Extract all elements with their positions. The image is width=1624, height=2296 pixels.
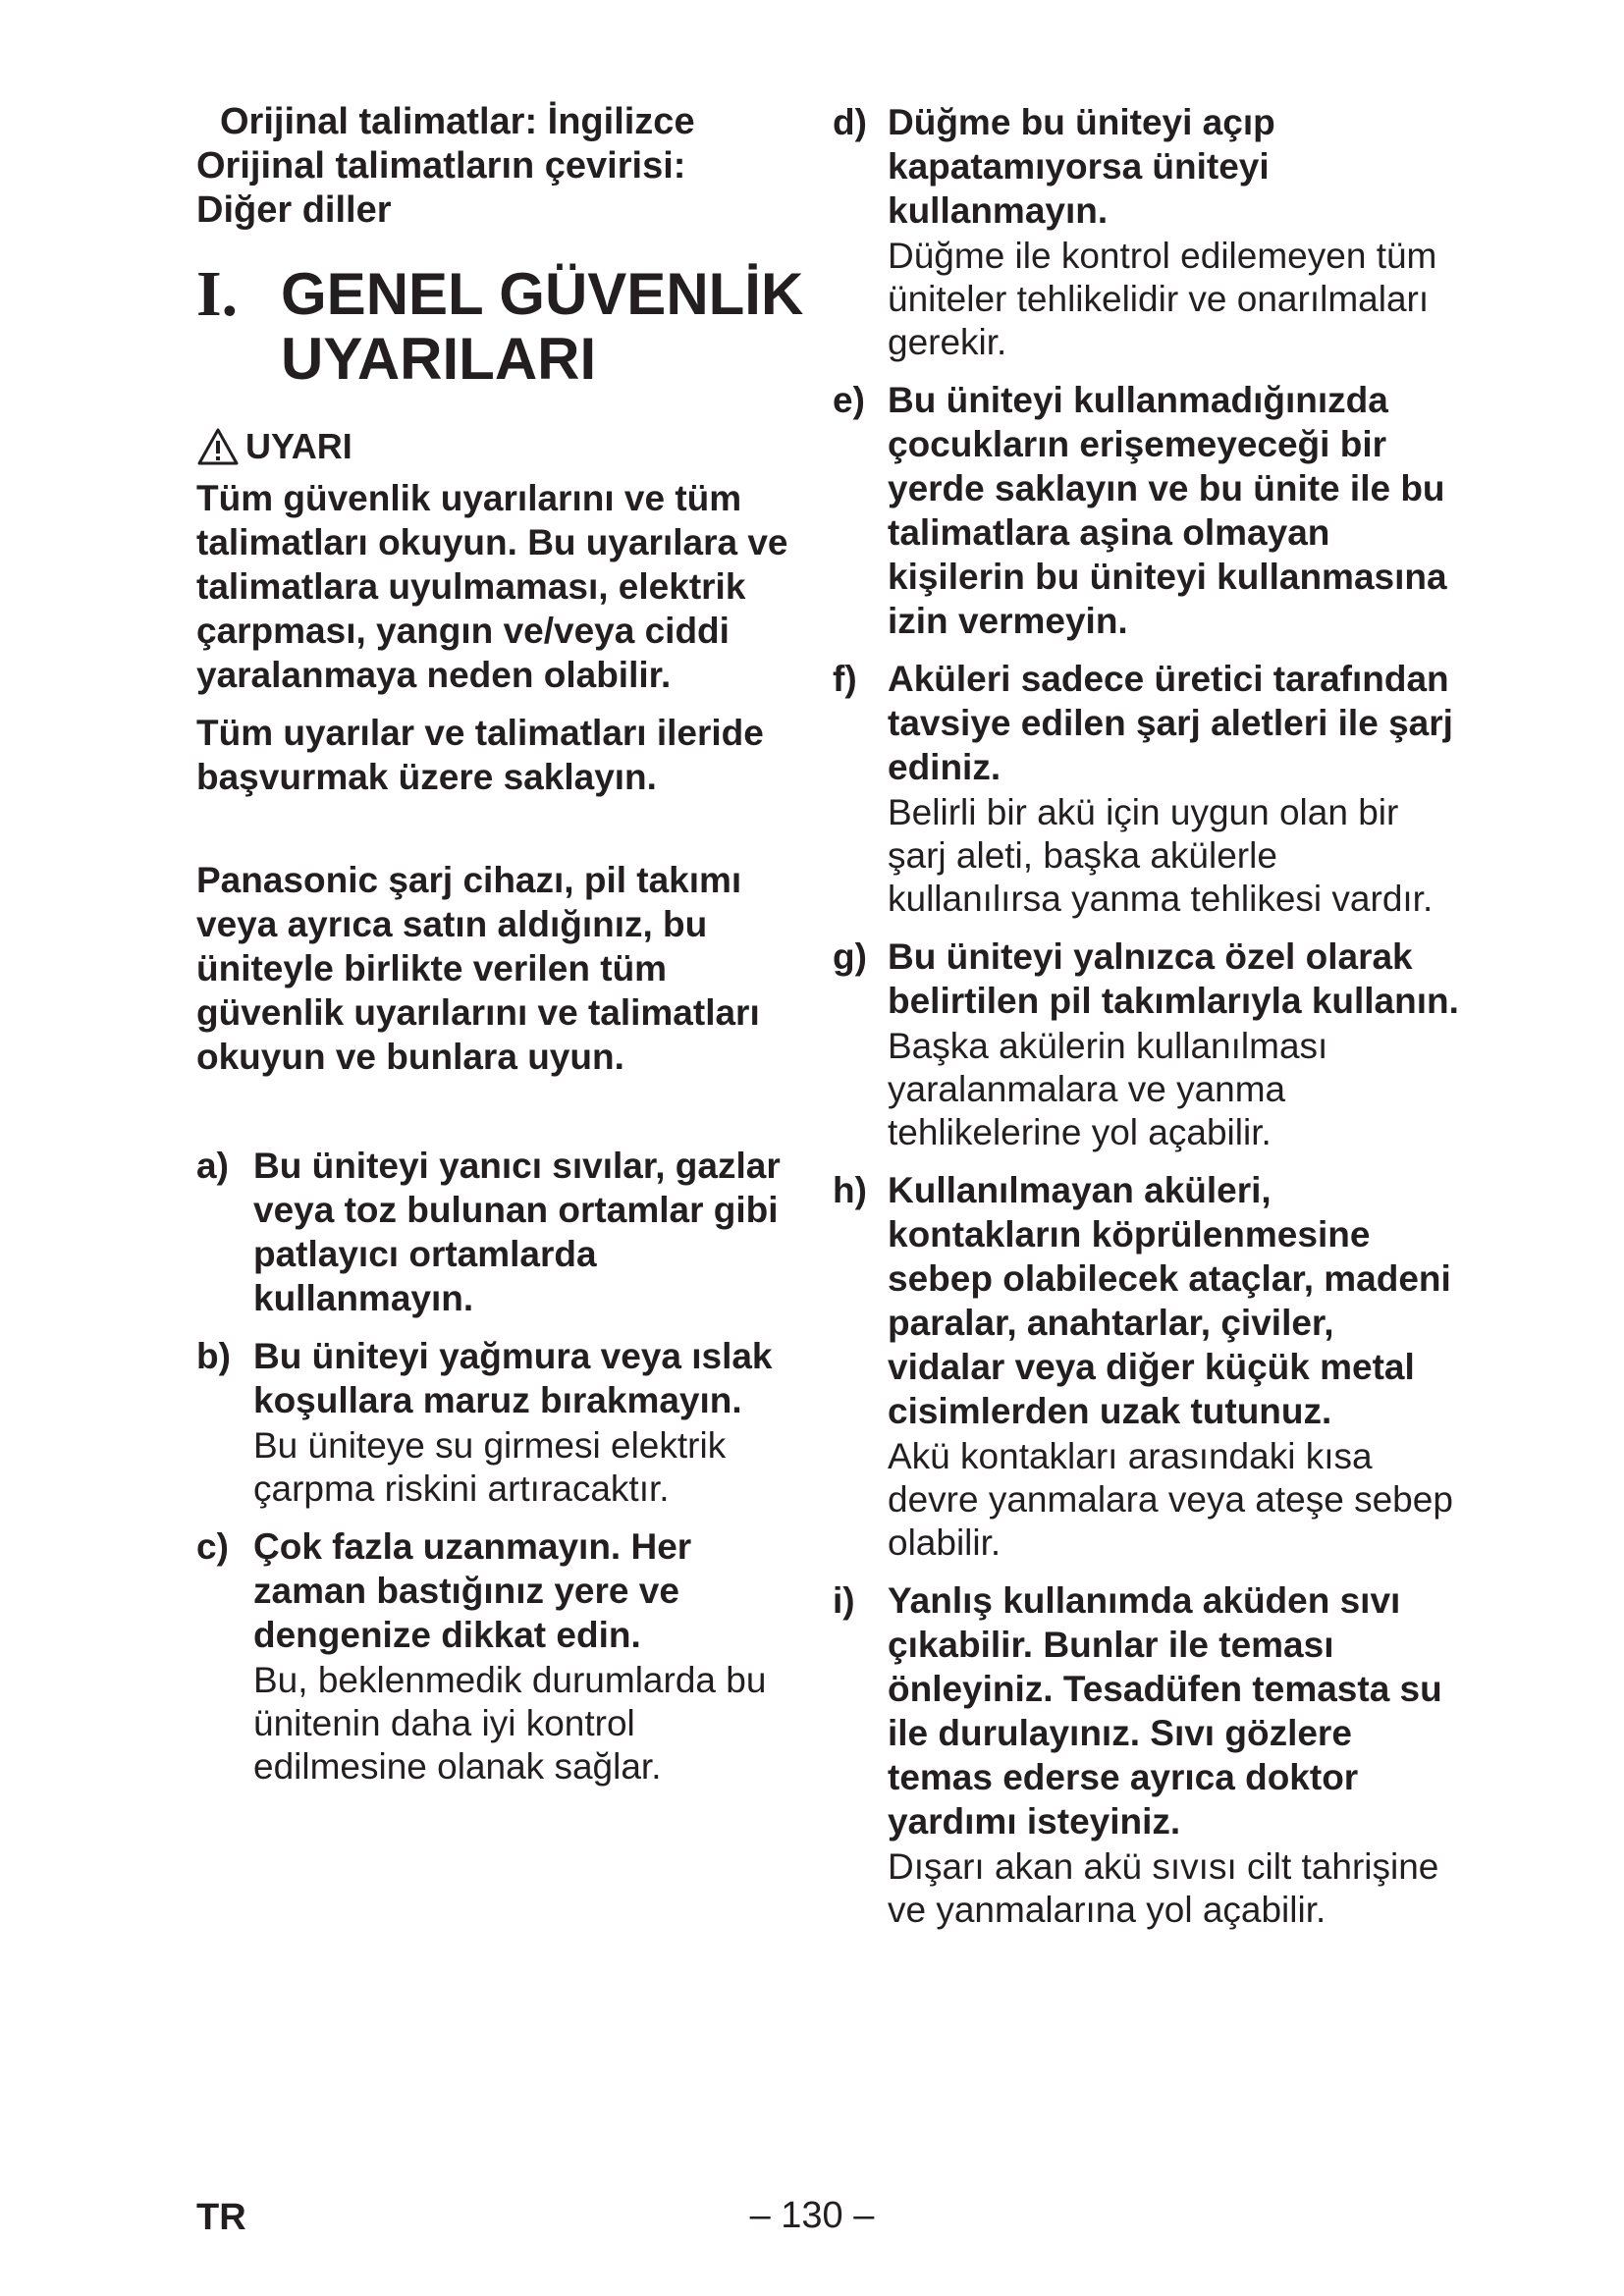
original-line-2: Orijinal talimatların çevirisi: xyxy=(196,145,686,187)
warning-triangle-icon xyxy=(196,427,240,466)
warning-label-text: UYARI xyxy=(245,426,352,466)
original-instructions-note xyxy=(196,100,805,233)
warning-label xyxy=(196,425,805,468)
list-item xyxy=(196,1144,805,1320)
section-heading xyxy=(196,258,805,392)
item-label: g) xyxy=(833,936,867,977)
list-item xyxy=(833,1168,1461,1565)
item-label: e) xyxy=(833,380,865,420)
item-title: Bu üniteyi yalnızca özel olarak belirtilen pil takımlarıyla kullanın. xyxy=(888,936,1459,1021)
left-column xyxy=(196,100,805,1789)
warning-paragraph-2: Tüm uyarılar ve talimatları ileride başvurmak üzere saklayın. xyxy=(196,713,764,797)
warning-paragraph-3: Panasonic şarj cihazı, pil takımı veya ayrıca satın aldığınız, bu üniteyle birlikte verilen tüm güvenlik uyarılarını ve talimatları okuyun ve bunlara uyun. xyxy=(196,860,760,1077)
list-item xyxy=(196,1334,805,1511)
item-description: Akü kontakları arasındaki kısa devre yanmalara veya ateşe sebep olabilir. xyxy=(888,1436,1453,1563)
original-line-3: Diğer diller xyxy=(196,189,392,231)
page-number: – 130 – xyxy=(749,2195,875,2236)
list-item xyxy=(196,1524,805,1789)
item-title: Bu üniteyi yağmura veya ıslak koşullara maruz bırakmayın. xyxy=(253,1336,773,1420)
item-description: Bu üniteye su girmesi elektrik çarpma riskini artıracaktır. xyxy=(253,1425,727,1509)
item-label: d) xyxy=(833,102,867,142)
item-title: Yanlış kullanımda aküden sıvı çıkabilir. Bunlar ile teması önleyiniz. Tesadüfen temasta su ile durulayınız. Sıvı gözlere temas ederse ayrıca doktor yardımı isteyiniz. xyxy=(888,1580,1442,1842)
section-number: I. xyxy=(196,258,239,330)
list-item xyxy=(833,657,1461,921)
item-label: h) xyxy=(833,1170,867,1210)
item-description: Bu, beklenmedik durumlarda bu ünitenin daha iyi kontrol edilmesine olanak sağlar. xyxy=(253,1660,767,1787)
item-label: c) xyxy=(196,1526,229,1567)
item-description: Belirli bir akü için uygun olan bir şarj aleti, başka akülerle kullanılırsa yanma tehlikesi vardır. xyxy=(888,792,1434,919)
list-item xyxy=(833,1578,1461,1932)
original-line-1: Orijinal talimatlar: İngilizce xyxy=(220,101,695,142)
item-description: Düğme ile kontrol edilemeyen tüm üniteler tehlikelidir ve onarılmaları gerekir. xyxy=(888,236,1437,362)
item-title: Kullanılmayan aküleri, kontakların köprülenmesine sebep olabilecek ataçlar, madeni paralar, anahtarlar, çiviler, vidalar veya diğer küçük metal cisimlerden uzak tutunuz. xyxy=(888,1170,1451,1431)
list-item xyxy=(833,378,1461,643)
section-title: GENEL GÜVENLİK UYARILARI xyxy=(281,261,804,392)
warning-paragraph-1: Tüm güvenlik uyarılarını ve tüm talimatları okuyun. Bu uyarılara ve talimatlara uyulmaması, elektrik çarpması, yangın ve/veya ciddi yaralanmaya neden olabilir. xyxy=(196,478,788,695)
item-title: Aküleri sadece üretici tarafından tavsiye edilen şarj aletleri ile şarj ediniz. xyxy=(888,659,1453,787)
item-title: Bu üniteyi kullanmadığınızda çocukların erişemeyeceği bir yerde saklayın ve bu ünite ile bu talimatlara aşina olmayan kişilerin bu üniteyi kullanmasına izin vermeyin. xyxy=(888,380,1447,641)
item-title: Düğme bu üniteyi açıp kapatamıyorsa üniteyi kullanmayın. xyxy=(888,102,1275,231)
right-column xyxy=(833,100,1461,1932)
item-label: f) xyxy=(833,659,857,699)
list-item xyxy=(833,934,1461,1154)
list-item xyxy=(833,100,1461,364)
item-label: b) xyxy=(196,1336,231,1376)
item-description: Başka akülerin kullanılması yaralanmalara ve yanma tehlikelerine yol açabilir. xyxy=(888,1026,1328,1152)
item-title: Çok fazla uzanmayın. Her zaman bastığınız yere ve dengenize dikkat edin. xyxy=(253,1526,692,1655)
item-label: i) xyxy=(833,1580,855,1621)
item-title: Bu üniteyi yanıcı sıvılar, gazlar veya toz bulunan ortamlar gibi patlayıcı ortamlarda kullanmayın. xyxy=(253,1146,781,1318)
item-label: a) xyxy=(196,1146,229,1186)
item-description: Dışarı akan akü sıvısı cilt tahrişine ve yanmalarına yol açabilir. xyxy=(888,1846,1439,1930)
footer-language-code: TR xyxy=(196,2197,246,2238)
